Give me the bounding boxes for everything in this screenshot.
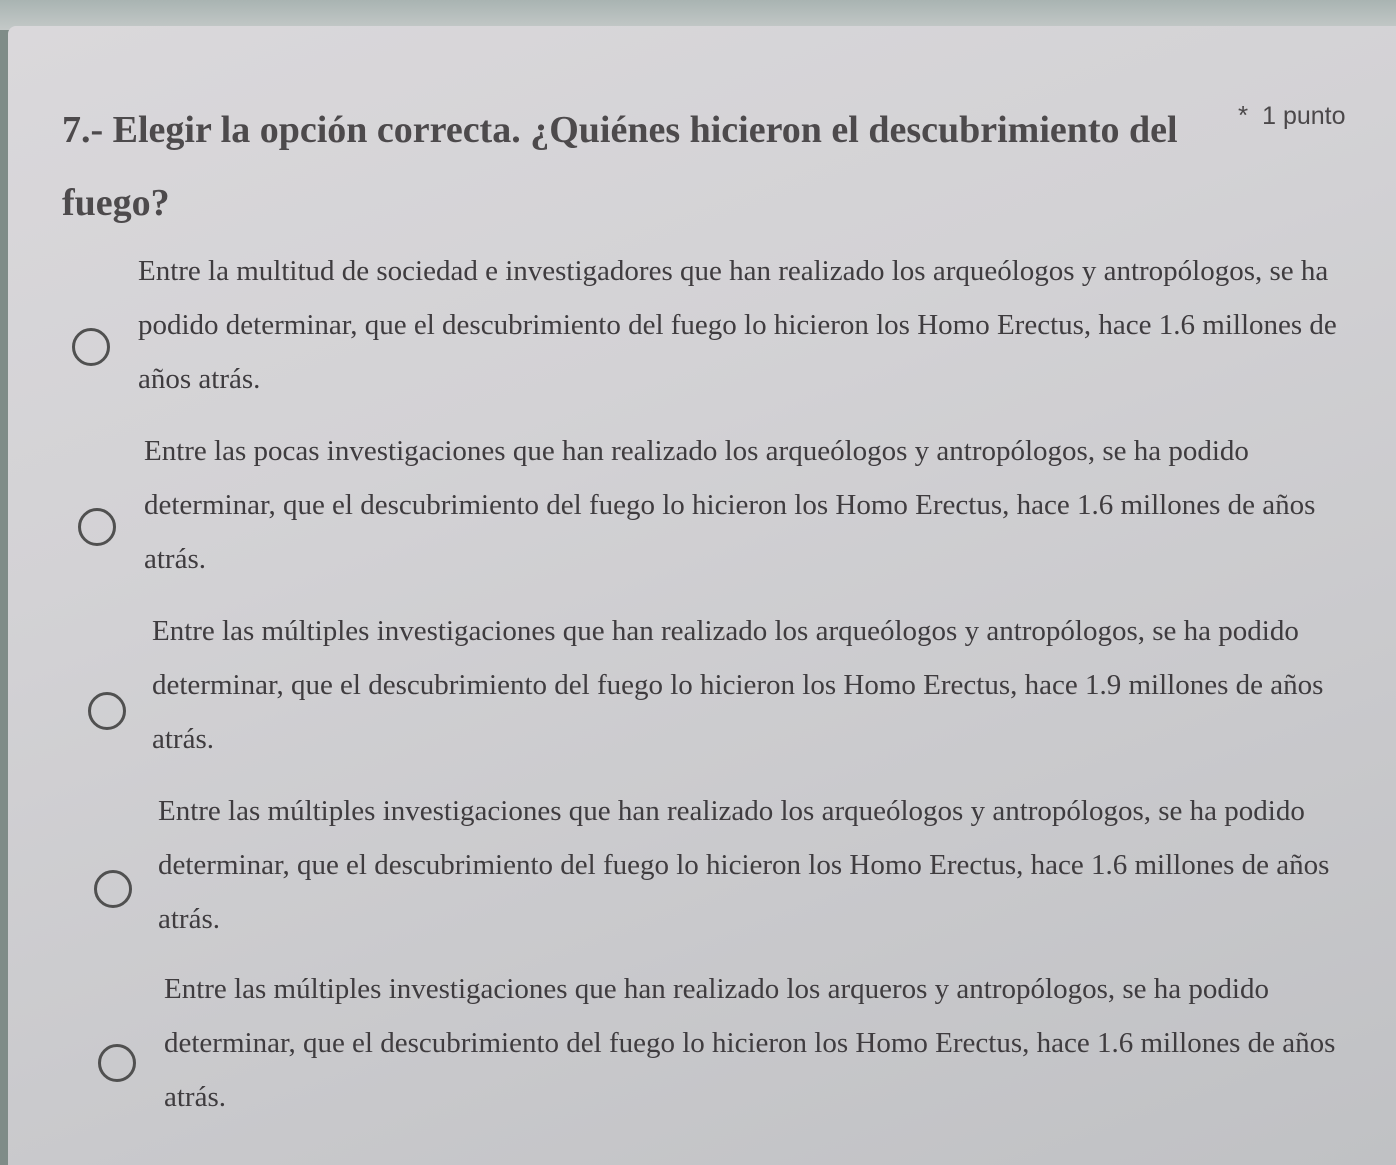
option-1-label[interactable]: Entre la multitud de sociedad e investigadores que han realizado los arqueólogos y antropólogos, se ha podido determinar, que el descubrimiento del fuego lo hicieron los Homo Erectus, hace 1.6 millones de años atrás. — [138, 255, 1337, 395]
option-2[interactable] — [8, 424, 1396, 594]
radio-button-option-1[interactable] — [72, 328, 110, 366]
option-2-label[interactable]: Entre las pocas investigaciones que han realizado los arqueólogos y antropólogos, se ha podido determinar, que el descubrimiento del fuego lo hicieron los Homo Erectus, hace 1.6 millones de años atrás. — [144, 435, 1316, 575]
option-5[interactable] — [8, 962, 1396, 1132]
option-4[interactable] — [8, 784, 1396, 954]
question-title: 7.- Elegir la opción correcta. ¿Quiénes hicieron el descubrimiento del fuego? — [62, 109, 1178, 224]
required-asterisk: * — [1238, 100, 1249, 130]
option-1[interactable] — [8, 244, 1396, 414]
radio-button-option-3[interactable] — [88, 692, 126, 730]
question-card — [8, 26, 1396, 1165]
option-5-label[interactable]: Entre las múltiples investigaciones que han realizado los arqueros y antropólogos, se ha podido determinar, que el descubrimiento del fuego lo hicieron los Homo Erectus, hace 1.6 millones de años atrás. — [164, 973, 1336, 1113]
radio-button-option-2[interactable] — [78, 508, 116, 546]
radio-options-group — [8, 26, 1396, 1165]
option-3-label[interactable]: Entre las múltiples investigaciones que han realizado los arqueólogos y antropólogos, se ha podido determinar, que el descubrimiento del fuego lo hicieron los Homo Erectus, hace 1.9 millones de años atrás. — [152, 615, 1324, 755]
radio-button-option-5[interactable] — [98, 1044, 136, 1082]
option-4-label[interactable]: Entre las múltiples investigaciones que han realizado los arqueólogos y antropólogos, se ha podido determinar, que el descubrimiento del fuego lo hicieron los Homo Erectus, hace 1.6 millones de años atrás. — [158, 795, 1330, 935]
points-label: 1 punto — [1262, 102, 1346, 130]
option-3[interactable] — [8, 604, 1396, 774]
radio-button-option-4[interactable] — [94, 870, 132, 908]
